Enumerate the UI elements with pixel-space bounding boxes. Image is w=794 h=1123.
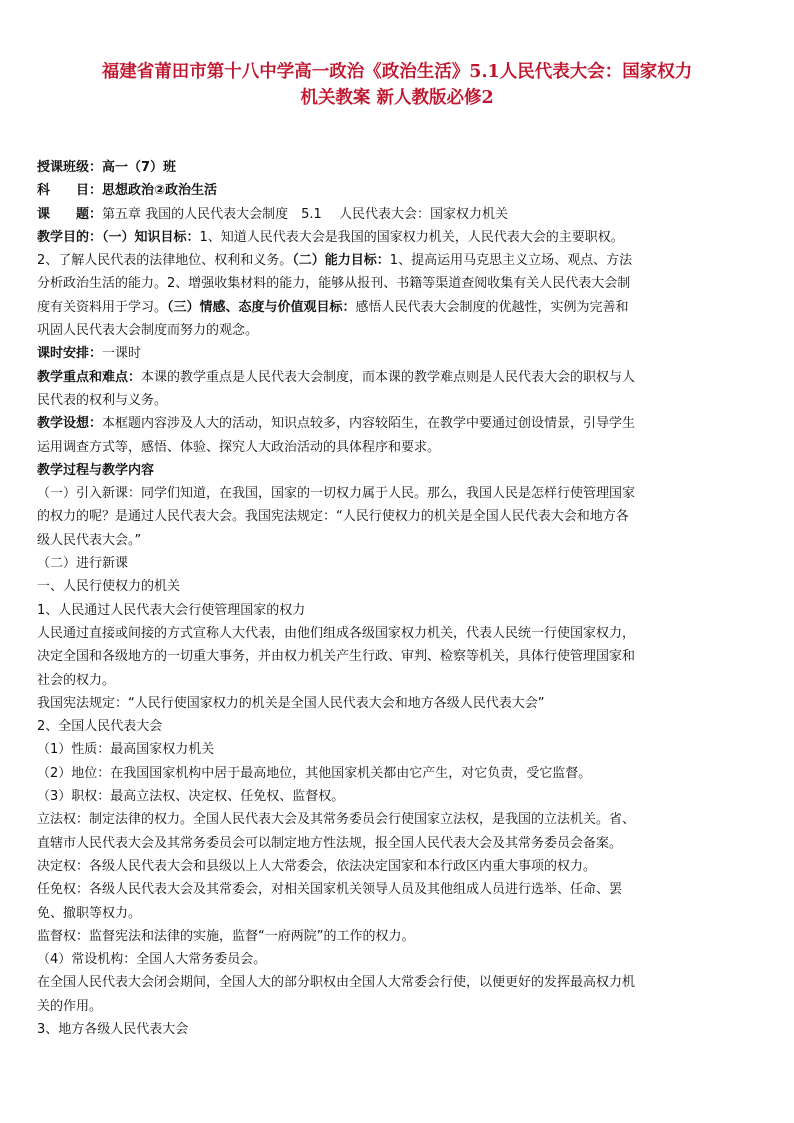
schedule-row (37, 342, 757, 365)
process-line: 人民通过直接或间接的方式宣称人大代表，由他们组成各级国家权力机关，代表人民统一行使国家权力， (37, 625, 636, 641)
goals-line-3: 分析政治生活的能力。2、增强收集材料的能力，能够从报刊、书籍等渠道查阅收集有关人民代表大会制 (37, 276, 631, 292)
topic-value: 第五章 我国的人民代表大会制度 5.1 人民代表大会：国家权力机关 (102, 206, 508, 222)
subject-value: 思想政治②政治生活 (102, 183, 218, 199)
process-line: 社会的权力。 (37, 672, 116, 688)
process-line: 决定全国和各级地方的一切重大事务，并由权力机关产生行政、审判、检察等机关，具体行使管理国家和 (37, 649, 636, 665)
document-title-line-2: 机关教案 新人教版必修2 (300, 88, 494, 108)
goals-text-2: 2、了解人民代表的法律地位、权利和义务。 (37, 253, 293, 269)
focus-line-1 (37, 366, 757, 389)
class-label: 授课班级： (37, 160, 103, 175)
ability-goal-label: （二）能力目标： (292, 253, 390, 269)
process-line: （3）职权：最高立法权、决定权、任免权、监督权。 (37, 789, 345, 805)
process-line: （4）常设机构：全国人大常务委员会。 (37, 952, 267, 968)
goals-text-4: 度有关资料用于学习。 (37, 299, 168, 315)
process-heading (37, 459, 757, 482)
topic-row (37, 203, 757, 226)
schedule-label: 课时安排： (37, 346, 103, 362)
topic-label: 课 题： (37, 206, 103, 222)
process-line: （二）进行新课 (37, 556, 129, 572)
class-row (37, 156, 757, 179)
process-line: （2）地位：在我国国家机构中居于最高地位，其他国家机关都由它产生，对它负责，受它监督。 (37, 765, 592, 781)
design-text-1: 本框题内容涉及人大的活动，知识点较多，内容较陌生，在教学中要通过创设情景，引导学生 (102, 416, 636, 432)
class-value: 高一（7）班 (102, 160, 177, 175)
goals-line-1 (37, 226, 757, 249)
subject-label: 科 目： (37, 183, 103, 199)
focus-label: 教学重点和难点： (37, 369, 142, 385)
process-line: 的权力的呢？是通过人民代表大会。我国宪法规定：“人民行使权力的机关是全国人民代表大会和地方各 (37, 509, 629, 525)
goals-line-5: 巩固人民代表大会制度而努力的观念。 (37, 323, 259, 339)
document-body (37, 156, 757, 1041)
process-line: 决定权：各级人民代表大会和县级以上人大常委会，依法决定国家和本行政区内重大事项的权力。 (37, 858, 597, 874)
process-line: 在全国人民代表大会闭会期间，全国人大的部分职权由全国人大常委会行使，以便更好的发挥最高权力机 (37, 975, 636, 991)
emotion-goal-label: （三）情感、态度与价值观目标： (167, 299, 356, 315)
goals-text-4-tail: 感悟人民代表大会制度的优越性，实例为完善和 (355, 299, 629, 315)
knowledge-goal-label: （一）知识目标： (102, 229, 200, 245)
process-line: 关的作用。 (37, 998, 103, 1014)
goals-text-1: 1、知道人民代表大会是我国的国家权力机关，人民代表大会的主要职权。 (199, 229, 624, 245)
process-line: （1）性质：最高国家权力机关 (37, 742, 215, 758)
goals-text-2-tail: 1、提高运用马克思主义立场、观点、方法 (389, 253, 633, 269)
process-line: 1、人民通过人民代表大会行使管理国家的权力 (37, 602, 306, 618)
process-line: 直辖市人民代表大会及其常务委员会可以制定地方性法规，报全国人民代表大会及其常务委员会备案。 (37, 835, 623, 851)
focus-line-2: 民代表的权利与义务。 (37, 392, 168, 408)
process-line: 免、撤职等权力。 (37, 905, 142, 921)
goals-line-2 (37, 249, 757, 272)
focus-text-1: 本课的教学重点是人民代表大会制度，而本课的教学难点则是人民代表大会的职权与人 (141, 369, 636, 385)
schedule-value: 一课时 (102, 346, 142, 362)
process-line: 一、人民行使权力的机关 (37, 579, 181, 595)
process-line: 监督权：监督宪法和法律的实施，监督“一府两院”的工作的权力。 (37, 928, 415, 944)
goals-line-4 (37, 296, 757, 319)
process-line: 级人民代表大会。” (37, 532, 142, 548)
process-heading-text: 教学过程与教学内容 (37, 462, 155, 478)
process-line: 我国宪法规定：“人民行使国家权力的机关是全国人民代表大会和地方各级人民代表大会” (37, 695, 545, 711)
process-line: （一）引入新课：同学们知道，在我国，国家的一切权力属于人民。那么，我国人民是怎样行使管理国家 (37, 486, 636, 502)
subject-row (37, 179, 757, 202)
process-line: 2、全国人民代表大会 (37, 719, 163, 735)
design-line-2: 运用调查方式等，感悟、体验、探究人大政治活动的具体程序和要求。 (37, 439, 441, 455)
process-line: 立法权：制定法律的权力。全国人民代表大会及其常务委员会行使国家立法权，是我国的立法机关。省、 (37, 812, 636, 828)
design-label: 教学设想： (37, 416, 103, 432)
document-title-line-1: 福建省莆田市第十八中学高一政治《政治生活》5.1人民代表大会：国家权力 (101, 62, 693, 82)
process-line: 3、地方各级人民代表大会 (37, 1021, 189, 1037)
design-line-1 (37, 412, 757, 435)
goals-label: 教学目的： (37, 229, 103, 245)
process-line: 任免权：各级人民代表大会及其常委会，对相关国家机关领导人员及其他组成人员进行选举、任命、罢 (37, 882, 623, 898)
